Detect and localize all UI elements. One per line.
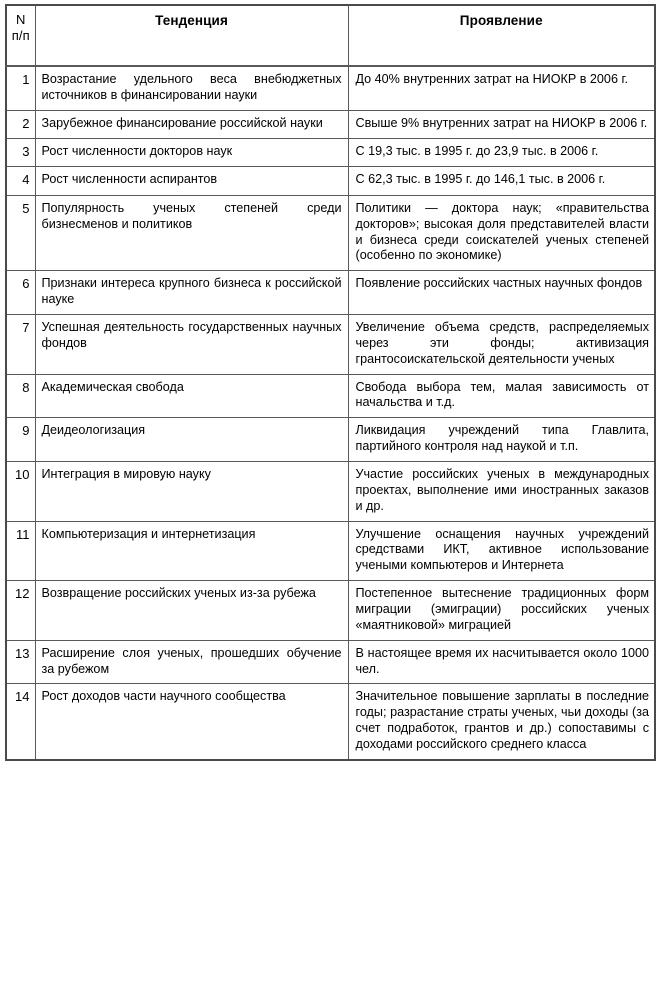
table-row — [6, 374, 655, 418]
trend-cell: Деидеологизация — [35, 418, 348, 462]
row-number-cell: 9 — [6, 418, 35, 462]
table-row — [6, 640, 655, 684]
table-row — [6, 167, 655, 195]
trend-cell: Возрастание удельного веса внебюджетных источников в финансировании науки — [35, 66, 348, 110]
manifestation-cell: Постепенное вытеснение традиционных форм миграции (эмиграции) российских ученых «маятниковой» миграцией — [348, 581, 655, 641]
table-row — [6, 110, 655, 138]
trend-cell: Расширение слоя ученых, прошедших обучение за рубежом — [35, 640, 348, 684]
table-row — [6, 418, 655, 462]
manifestation-cell: Свыше 9% внутренних затрат на НИОКР в 2006 г. — [348, 110, 655, 138]
row-number-cell: 13 — [6, 640, 35, 684]
manifestation-cell: С 62,3 тыс. в 1995 г. до 146,1 тыс. в 2006 г. — [348, 167, 655, 195]
column-header-number-line2: п/п — [11, 27, 30, 43]
manifestation-cell: Участие российских ученых в международных проектах, выполнение ими иностранных заказов и др. — [348, 462, 655, 522]
table-header — [6, 5, 655, 66]
table-row — [6, 315, 655, 375]
table-row — [6, 195, 655, 270]
row-number-cell: 7 — [6, 315, 35, 375]
trend-cell: Признаки интереса крупного бизнеса к российской науке — [35, 271, 348, 315]
manifestation-cell: Политики — доктора наук; «правительства докторов»; высокая доля представителей власти и бизнеса среди соискателей ученых степеней (особенно по экономике) — [348, 195, 655, 270]
table-row — [6, 271, 655, 315]
row-number-cell: 2 — [6, 110, 35, 138]
trends-table — [5, 4, 656, 761]
column-header-number — [6, 5, 35, 66]
trend-cell: Зарубежное финансирование российской науки — [35, 110, 348, 138]
manifestation-cell: Увеличение объема средств, распределяемых через эти фонды; активизация грантосоискательской деятельности ученых — [348, 315, 655, 375]
table-row — [6, 581, 655, 641]
manifestation-cell: Появление российских частных научных фондов — [348, 271, 655, 315]
row-number-cell: 10 — [6, 462, 35, 522]
trend-cell: Интеграция в мировую науку — [35, 462, 348, 522]
table-row — [6, 684, 655, 760]
trend-cell: Академическая свобода — [35, 374, 348, 418]
manifestation-cell: До 40% внутренних затрат на НИОКР в 2006 г. — [348, 66, 655, 110]
trend-cell: Возвращение российских ученых из-за рубежа — [35, 581, 348, 641]
manifestation-cell: С 19,3 тыс. в 1995 г. до 23,9 тыс. в 2006 г. — [348, 139, 655, 167]
manifestation-cell: Ликвидация учреждений типа Главлита, партийного контроля над наукой и т.п. — [348, 418, 655, 462]
table-body — [6, 66, 655, 760]
row-number-cell: 3 — [6, 139, 35, 167]
row-number-cell: 1 — [6, 66, 35, 110]
manifestation-cell: Улучшение оснащения научных учреждений средствами ИКТ, активное использование учеными компьютеров и Интернета — [348, 521, 655, 581]
row-number-cell: 12 — [6, 581, 35, 641]
row-number-cell: 6 — [6, 271, 35, 315]
column-header-number-line1: N — [16, 12, 26, 27]
column-header-manifestation: Проявление — [348, 5, 655, 66]
trend-cell: Успешная деятельность государственных научных фондов — [35, 315, 348, 375]
table-row — [6, 139, 655, 167]
row-number-cell: 14 — [6, 684, 35, 760]
trend-cell: Популярность ученых степеней среди бизнесменов и политиков — [35, 195, 348, 270]
header-row — [6, 5, 655, 66]
trend-cell: Рост численности аспирантов — [35, 167, 348, 195]
table-row — [6, 66, 655, 110]
column-header-trend: Тенденция — [35, 5, 348, 66]
row-number-cell: 5 — [6, 195, 35, 270]
table-row — [6, 521, 655, 581]
trend-cell: Компьютеризация и интернетизация — [35, 521, 348, 581]
trend-cell: Рост численности докторов наук — [35, 139, 348, 167]
manifestation-cell: Свобода выбора тем, малая зависимость от начальства и т.д. — [348, 374, 655, 418]
row-number-cell: 11 — [6, 521, 35, 581]
manifestation-cell: Значительное повышение зарплаты в последние годы; разрастание страты ученых, чьи доходы (за счет подработок, грантов и др.) сопоставимы с доходами российского среднего класса — [348, 684, 655, 760]
trend-cell: Рост доходов части научного сообщества — [35, 684, 348, 760]
row-number-cell: 4 — [6, 167, 35, 195]
row-number-cell: 8 — [6, 374, 35, 418]
manifestation-cell: В настоящее время их насчитывается около 1000 чел. — [348, 640, 655, 684]
table-row — [6, 462, 655, 522]
